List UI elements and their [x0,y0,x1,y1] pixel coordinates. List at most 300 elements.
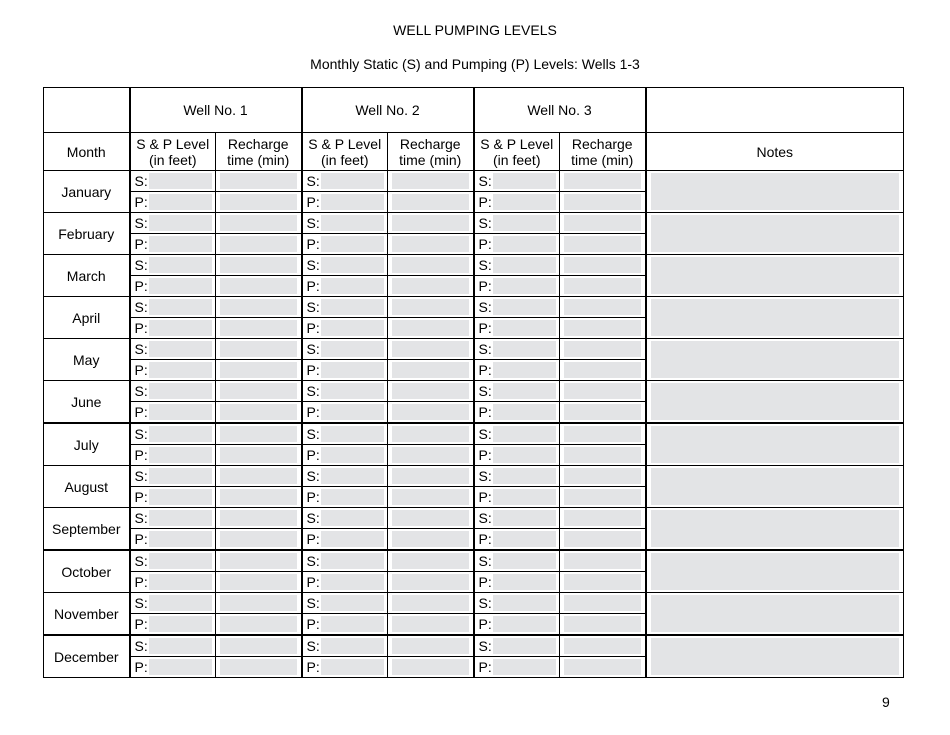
well-3-pumping-level-cell [474,402,560,424]
well-2-static-recharge-field[interactable] [392,638,469,654]
well-1-pumping-level-cell [130,529,216,551]
well-3-static-recharge-cell [560,635,646,657]
well-3-pumping-recharge-cell [560,318,646,339]
well-1-static-level-field[interactable] [149,299,213,315]
well-3-static-level-field[interactable] [493,299,557,315]
well-2-static-level-cell [302,423,388,445]
well-1-static-level-field[interactable] [149,426,213,442]
well-1-static-level-field[interactable] [149,638,213,654]
well-3-pumping-recharge-cell [560,445,646,466]
well-3-static-recharge-field[interactable] [564,595,641,611]
notes-field[interactable] [651,510,900,547]
well-3-static-level-cell [474,213,560,234]
recharge-header-line2: time (min) [399,151,462,168]
well-2-static-recharge-field[interactable] [392,468,469,484]
notes-field[interactable] [651,426,900,463]
well-2-recharge-header [388,133,474,171]
well-2-pumping-recharge-field[interactable] [392,362,469,378]
well-2-static-level-field[interactable] [321,468,385,484]
notes-field[interactable] [651,638,900,675]
pumping-row-label: P: [306,278,320,294]
well-2-pumping-level-field[interactable] [321,616,385,632]
well-3-pumping-level-cell [474,192,560,213]
well-2-static-recharge-cell [388,550,474,572]
well-3-pumping-recharge-field[interactable] [564,574,641,590]
pumping-row-label: P: [478,616,492,632]
static-row-label: S: [306,468,320,484]
static-row-label: S: [134,383,148,399]
well-3-pumping-recharge-cell [560,614,646,636]
well-1-pumping-level-cell [130,445,216,466]
well-1-static-recharge-field[interactable] [220,553,297,569]
well-2-static-recharge-field[interactable] [392,426,469,442]
well-2-static-level-field[interactable] [321,299,385,315]
pumping-row-label: P: [478,194,492,210]
well-1-pumping-recharge-field[interactable] [220,278,297,294]
well-2-static-level-field[interactable] [321,510,385,526]
pumping-row-label: P: [306,531,320,547]
static-row-label: S: [134,341,148,357]
header-blank-cell [44,88,130,133]
well-1-static-recharge-field[interactable] [220,341,297,357]
well-3-static-recharge-field[interactable] [564,553,641,569]
well-3-level-header [474,133,560,171]
well-2-pumping-recharge-cell [388,318,474,339]
well-3-static-recharge-field[interactable] [564,257,641,273]
well-2-static-recharge-cell [388,339,474,360]
pumping-row-label: P: [478,320,492,336]
well-1-static-recharge-field[interactable] [220,510,297,526]
well-1-pumping-recharge-cell [216,657,302,678]
notes-field[interactable] [651,341,900,378]
notes-field[interactable] [651,553,900,590]
well-1-level-header [130,133,216,171]
well-1-pumping-recharge-field[interactable] [220,236,297,252]
static-row-label: S: [134,510,148,526]
well-1-static-recharge-cell [216,635,302,657]
well-3-pumping-level-field[interactable] [493,278,557,294]
static-row-label: S: [478,638,492,654]
month-label: October [44,550,130,593]
well-3-static-level-field[interactable] [493,468,557,484]
well-2-pumping-recharge-cell [388,445,474,466]
well-3-static-recharge-cell [560,297,646,318]
well-1-static-level-field[interactable] [149,257,213,273]
well-3-static-level-field[interactable] [493,341,557,357]
well-3-static-level-cell [474,593,560,614]
pumping-row-label: P: [134,362,148,378]
notes-field[interactable] [651,215,900,252]
well-1-pumping-recharge-cell [216,276,302,297]
pumping-row-label: P: [134,659,148,675]
well-1-pumping-level-cell [130,192,216,213]
well-3-static-recharge-field[interactable] [564,215,641,231]
well-3-static-level-field[interactable] [493,426,557,442]
recharge-header-line1: Recharge [227,135,289,152]
well-1-static-level-cell [130,508,216,529]
well-2-static-recharge-field[interactable] [392,299,469,315]
well-3-pumping-level-field[interactable] [493,194,557,210]
well-1-pumping-recharge-field[interactable] [220,531,297,547]
well-2-static-level-field[interactable] [321,215,385,231]
well-1-pumping-recharge-cell [216,487,302,508]
well-header-row [44,88,904,133]
static-row-label: S: [134,553,148,569]
well-1-pumping-recharge-cell [216,234,302,255]
well-1-static-recharge-field[interactable] [220,383,297,399]
well-2-static-level-cell [302,381,388,402]
well-3-pumping-recharge-field[interactable] [564,236,641,252]
well-1-static-level-field[interactable] [149,553,213,569]
well-3-static-level-cell [474,339,560,360]
pumping-row-label: P: [134,531,148,547]
well-1-static-recharge-cell [216,381,302,402]
well-3-static-recharge-cell [560,423,646,445]
well-3-pumping-recharge-field[interactable] [564,659,641,675]
well-2-pumping-level-cell [302,192,388,213]
well-1-pumping-recharge-field[interactable] [220,362,297,378]
static-row-label: S: [306,553,320,569]
well-1-pumping-recharge-field[interactable] [220,659,297,675]
well-3-static-level-field[interactable] [493,510,557,526]
well-3-static-level-field[interactable] [493,553,557,569]
well-2-pumping-level-cell [302,614,388,636]
well-1-static-level-field[interactable] [149,595,213,611]
well-3-pumping-level-field[interactable] [493,236,557,252]
well-1-static-recharge-field[interactable] [220,257,297,273]
well-1-pumping-recharge-field[interactable] [220,194,297,210]
well-3-pumping-level-field[interactable] [493,659,557,675]
static-row-label: S: [134,595,148,611]
well-2-static-level-field[interactable] [321,638,385,654]
well-3-static-level-field[interactable] [493,257,557,273]
well-2-static-level-field[interactable] [321,426,385,442]
well-3-pumping-level-field[interactable] [493,574,557,590]
well-3-pumping-level-cell [474,276,560,297]
well-3-pumping-recharge-field[interactable] [564,616,641,632]
static-row-label: S: [478,510,492,526]
notes-field[interactable] [651,173,900,210]
month-row-static [44,423,904,445]
well-1-pumping-level-field[interactable] [149,447,213,463]
well-1-static-recharge-field[interactable] [220,173,297,189]
month-row-static [44,550,904,572]
well-3-pumping-recharge-field[interactable] [564,320,641,336]
well-1-static-level-cell [130,635,216,657]
well-2-static-level-field[interactable] [321,257,385,273]
well-1-pumping-recharge-field[interactable] [220,574,297,590]
well-1-static-level-cell [130,255,216,276]
well-2-static-recharge-field[interactable] [392,383,469,399]
well-2-static-recharge-field[interactable] [392,341,469,357]
month-label: November [44,593,130,636]
well-3-static-level-field[interactable] [493,595,557,611]
well-3-pumping-level-field[interactable] [493,531,557,547]
well-1-pumping-level-field[interactable] [149,489,213,505]
well-1-pumping-level-field[interactable] [149,659,213,675]
well-2-pumping-recharge-field[interactable] [392,659,469,675]
well-2-pumping-level-field[interactable] [321,574,385,590]
well-2-pumping-level-field[interactable] [321,447,385,463]
well-2-static-recharge-field[interactable] [392,553,469,569]
notes-cell [646,423,904,466]
notes-cell [646,171,904,213]
well-1-static-level-cell [130,171,216,192]
pumping-row-label: P: [306,236,320,252]
well-3-pumping-recharge-field[interactable] [564,362,641,378]
well-3-static-level-field[interactable] [493,173,557,189]
pumping-row-label: P: [478,531,492,547]
well-1-pumping-recharge-field[interactable] [220,616,297,632]
well-2-static-recharge-cell [388,593,474,614]
well-3-static-recharge-field[interactable] [564,510,641,526]
well-3-static-recharge-field[interactable] [564,383,641,399]
static-row-label: S: [306,638,320,654]
notes-cell [646,255,904,297]
static-row-label: S: [134,215,148,231]
well-1-pumping-level-field[interactable] [149,574,213,590]
static-row-label: S: [306,215,320,231]
pumping-row-label: P: [478,362,492,378]
well-1-static-level-field[interactable] [149,383,213,399]
well-3-pumping-level-field[interactable] [493,362,557,378]
notes-field[interactable] [651,468,900,505]
well-1-pumping-level-field[interactable] [149,362,213,378]
well-3-pumping-level-field[interactable] [493,404,557,420]
well-1-static-level-field[interactable] [149,468,213,484]
pumping-row-label: P: [134,278,148,294]
well-2-static-level-field[interactable] [321,341,385,357]
well-2-pumping-level-cell [302,276,388,297]
well-3-pumping-recharge-field[interactable] [564,278,641,294]
well-1-static-recharge-cell [216,550,302,572]
well-2-pumping-recharge-cell [388,529,474,551]
notes-cell [646,297,904,339]
well-3-pumping-recharge-cell [560,360,646,381]
well-2-pumping-level-field[interactable] [321,194,385,210]
well-2-static-recharge-cell [388,635,474,657]
well-2-static-recharge-field[interactable] [392,173,469,189]
well-1-pumping-recharge-field[interactable] [220,489,297,505]
well-1-pumping-recharge-field[interactable] [220,404,297,420]
well-3-static-level-cell [474,297,560,318]
notes-field[interactable] [651,383,900,420]
well-2-pumping-level-field[interactable] [321,489,385,505]
well-3-pumping-recharge-cell [560,529,646,551]
well-1-static-recharge-field[interactable] [220,638,297,654]
well-1-static-level-cell [130,213,216,234]
well-2-static-level-field[interactable] [321,553,385,569]
recharge-header-line2: time (min) [227,151,290,168]
well-2-static-recharge-cell [388,297,474,318]
notes-cell [646,466,904,508]
month-row-static [44,593,904,614]
pumping-row-label: P: [134,447,148,463]
month-label: February [44,213,130,255]
well-1-static-recharge-field[interactable] [220,215,297,231]
static-row-label: S: [306,299,320,315]
well-1-pumping-level-field[interactable] [149,236,213,252]
well-3-pumping-level-cell [474,360,560,381]
notes-field[interactable] [651,595,900,632]
month-row-static [44,339,904,360]
well-3-static-recharge-cell [560,213,646,234]
month-label: September [44,508,130,551]
well-3-static-recharge-field[interactable] [564,341,641,357]
well-1-pumping-level-field[interactable] [149,531,213,547]
well-2-pumping-recharge-field[interactable] [392,489,469,505]
well-2-static-recharge-field[interactable] [392,257,469,273]
well-1-static-recharge-field[interactable] [220,595,297,611]
static-row-label: S: [306,383,320,399]
notes-field[interactable] [651,299,900,336]
well-1-pumping-level-field[interactable] [149,616,213,632]
well-1-pumping-recharge-field[interactable] [220,447,297,463]
well-1-static-level-cell [130,593,216,614]
well-2-pumping-recharge-field[interactable] [392,320,469,336]
well-2-static-level-cell [302,213,388,234]
well-3-pumping-level-cell [474,318,560,339]
well-2-static-recharge-field[interactable] [392,595,469,611]
well-3-pumping-level-cell [474,445,560,466]
well-2-pumping-recharge-field[interactable] [392,278,469,294]
static-row-label: S: [478,383,492,399]
well-2-pumping-recharge-cell [388,614,474,636]
notes-field[interactable] [651,257,900,294]
well-2-static-recharge-field[interactable] [392,510,469,526]
well-3-static-recharge-field[interactable] [564,638,641,654]
well-1-pumping-recharge-field[interactable] [220,320,297,336]
well-3-static-recharge-cell [560,255,646,276]
level-header-line1: S & P Level [136,135,210,152]
well-2-pumping-level-field[interactable] [321,236,385,252]
well-2-pumping-level-cell [302,234,388,255]
month-row-static [44,381,904,402]
well-3-pumping-level-field[interactable] [493,320,557,336]
well-2-static-level-cell [302,593,388,614]
static-row-label: S: [134,468,148,484]
well-2-pumping-recharge-field[interactable] [392,236,469,252]
level-header-line2: (in feet) [321,151,369,168]
well-3-static-recharge-cell [560,339,646,360]
well-2-static-level-cell [302,171,388,192]
well-1-static-recharge-cell [216,171,302,192]
month-label: May [44,339,130,381]
well-1-static-level-cell [130,423,216,445]
well-3-header: Well No. 3 [474,88,646,133]
well-3-pumping-recharge-field[interactable] [564,194,641,210]
well-2-pumping-recharge-field[interactable] [392,447,469,463]
well-1-static-level-field[interactable] [149,510,213,526]
well-1-pumping-level-field[interactable] [149,320,213,336]
well-3-pumping-level-cell [474,614,560,636]
well-3-static-level-field[interactable] [493,638,557,654]
well-2-pumping-level-field[interactable] [321,278,385,294]
well-3-static-recharge-field[interactable] [564,468,641,484]
well-3-pumping-level-cell [474,234,560,255]
well-3-static-level-field[interactable] [493,215,557,231]
well-1-static-level-cell [130,339,216,360]
well-1-pumping-recharge-cell [216,614,302,636]
well-1-pumping-recharge-cell [216,318,302,339]
well-3-static-recharge-field[interactable] [564,426,641,442]
well-1-pumping-level-field[interactable] [149,194,213,210]
well-3-pumping-recharge-cell [560,276,646,297]
well-2-pumping-level-cell [302,529,388,551]
month-label: January [44,171,130,213]
well-2-static-recharge-field[interactable] [392,215,469,231]
well-1-static-level-field[interactable] [149,173,213,189]
pumping-row-label: P: [478,404,492,420]
well-2-header: Well No. 2 [302,88,474,133]
well-2-pumping-recharge-field[interactable] [392,531,469,547]
well-3-pumping-level-field[interactable] [493,489,557,505]
well-3-pumping-level-field[interactable] [493,447,557,463]
well-2-pumping-recharge-field[interactable] [392,404,469,420]
well-2-pumping-recharge-field[interactable] [392,574,469,590]
well-3-pumping-recharge-field[interactable] [564,489,641,505]
pumping-row-label: P: [478,447,492,463]
well-1-static-recharge-field[interactable] [220,299,297,315]
well-2-pumping-recharge-field[interactable] [392,616,469,632]
pumping-row-label: P: [306,574,320,590]
well-3-pumping-recharge-field[interactable] [564,404,641,420]
well-1-pumping-level-field[interactable] [149,404,213,420]
well-3-recharge-header [560,133,646,171]
pumping-row-label: P: [306,194,320,210]
well-2-pumping-level-field[interactable] [321,531,385,547]
well-3-static-recharge-field[interactable] [564,299,641,315]
well-2-pumping-level-field[interactable] [321,659,385,675]
well-3-pumping-recharge-field[interactable] [564,531,641,547]
well-2-static-level-field[interactable] [321,595,385,611]
well-1-static-recharge-field[interactable] [220,426,297,442]
well-2-static-recharge-cell [388,255,474,276]
pumping-row-label: P: [134,194,148,210]
well-2-pumping-level-field[interactable] [321,320,385,336]
static-row-label: S: [478,257,492,273]
well-3-static-level-cell [474,255,560,276]
well-2-level-header [302,133,388,171]
well-3-pumping-recharge-field[interactable] [564,447,641,463]
well-2-pumping-recharge-field[interactable] [392,194,469,210]
well-1-static-recharge-field[interactable] [220,468,297,484]
pumping-row-label: P: [306,320,320,336]
well-2-static-recharge-cell [388,213,474,234]
well-3-pumping-level-field[interactable] [493,616,557,632]
well-3-static-level-field[interactable] [493,383,557,399]
pumping-row-label: P: [306,659,320,675]
well-2-static-level-field[interactable] [321,173,385,189]
well-2-pumping-level-field[interactable] [321,404,385,420]
well-1-pumping-recharge-cell [216,192,302,213]
month-row-static [44,171,904,192]
well-1-static-level-field[interactable] [149,215,213,231]
well-2-static-level-field[interactable] [321,383,385,399]
well-3-pumping-recharge-cell [560,657,646,678]
notes-cell [646,508,904,551]
well-2-pumping-level-field[interactable] [321,362,385,378]
page-title: WELL PUMPING LEVELS [393,22,557,38]
well-1-static-level-field[interactable] [149,341,213,357]
pumping-row-label: P: [134,616,148,632]
static-row-label: S: [478,173,492,189]
pumping-row-label: P: [478,489,492,505]
level-header-line1: S & P Level [308,135,382,152]
well-1-pumping-level-field[interactable] [149,278,213,294]
well-3-static-recharge-field[interactable] [564,173,641,189]
header-notes-blank-cell [646,88,904,133]
